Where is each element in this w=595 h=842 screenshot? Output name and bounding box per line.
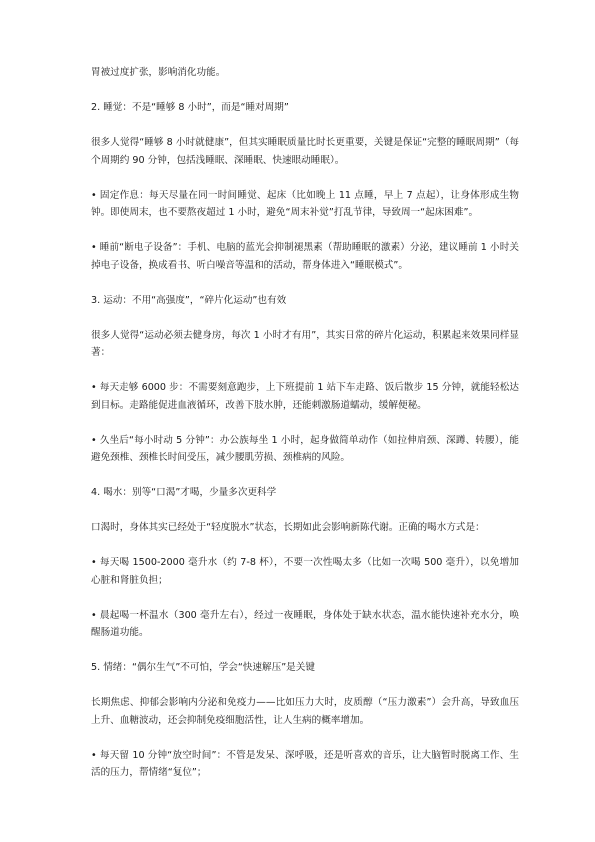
bullet-item: • 久坐后“每小时动 5 分钟”：办公族每坐 1 小时，起身做简单动作（如拉伸肩颈、深蹲、转腰），能避免颈椎、颈椎长时间受压，减少腰肌劳损、颈椎病的风险。 — [91, 434, 519, 463]
paragraph: 长期焦虑、抑郁会影响内分泌和免疫力——比如压力大时，皮质醇（“压力激素”）会升高，导致血压上升、血糖波动，还会抑制免疫细胞活性，让人生病的概率增加。 — [91, 697, 519, 726]
document-body — [91, 64, 519, 782]
paragraph: 很多人觉得“睡够 8 小时就健康”，但其实睡眠质量比时长更重要，关键是保证“完整的睡眠周期”（每个周期约 90 分钟，包括浅睡眠、深睡眠、快速眼动睡眠）。 — [91, 137, 519, 166]
bullet-item: • 每天走够 6000 步：不需要刻意跑步，上下班提前 1 站下车走路、饭后散步 15 分钟，就能轻松达到目标。走路能促进血液循环，改善下肢水肿，还能刺激肠道蠕动，缓解便秘。 — [91, 382, 519, 411]
paragraph: 口渴时，身体其实已经处于“轻度脱水”状态，长期如此会影响新陈代谢。正确的喝水方式是： — [91, 522, 485, 533]
section-heading-emotion: 5. 情绪：“偶尔生气”不可怕，学会“快速解压”是关键 — [91, 662, 315, 673]
bullet-item: • 晨起喝一杯温水（300 毫升左右），经过一夜睡眠，身体处于缺水状态，温水能快速补充水分，唤醒肠道功能。 — [91, 609, 519, 638]
paragraph: 很多人觉得“运动必须去健身房，每次 1 小时才有用”，其实日常的碎片化运动，积累起来效果同样显著： — [91, 329, 519, 358]
bullet-item: • 每天喝 1500-2000 毫升水（约 7-8 杯），不要一次性喝太多（比如一次喝 500 毫升），以免增加心脏和肾脏负担； — [91, 557, 519, 586]
section-heading-sleep: 2. 睡觉：不是“睡够 8 小时”，而是“睡对周期” — [91, 102, 289, 113]
bullet-item: • 睡前“断电子设备”：手机、电脑的蓝光会抑制褪黑素（帮助睡眠的激素）分泌，建议睡前 1 小时关掉电子设备，换成看书、听白噪音等温和的活动，帮身体进入“睡眠模式”。 — [91, 242, 519, 271]
bullet-item: • 每天留 10 分钟“放空时间”：不管是发呆、深呼吸，还是听喜欢的音乐，让大脑暂时脱离工作、生活的压力，帮情绪“复位”； — [91, 749, 519, 778]
bullet-item: • 固定作息：每天尽量在同一时间睡觉、起床（比如晚上 11 点睡，早上 7 点起），让身体形成生物钟。即使周末，也不要熬夜超过 1 小时，避免“周末补觉”打乱节律，导致周一“起床困难”。 — [91, 189, 519, 218]
paragraph: 胃被过度扩张，影响消化功能。 — [91, 67, 226, 78]
section-heading-water: 4. 喝水：别等“口渴”才喝，少量多次更科学 — [91, 487, 277, 498]
section-heading-exercise: 3. 运动：不用“高强度”，“碎片化运动”也有效 — [91, 294, 287, 306]
